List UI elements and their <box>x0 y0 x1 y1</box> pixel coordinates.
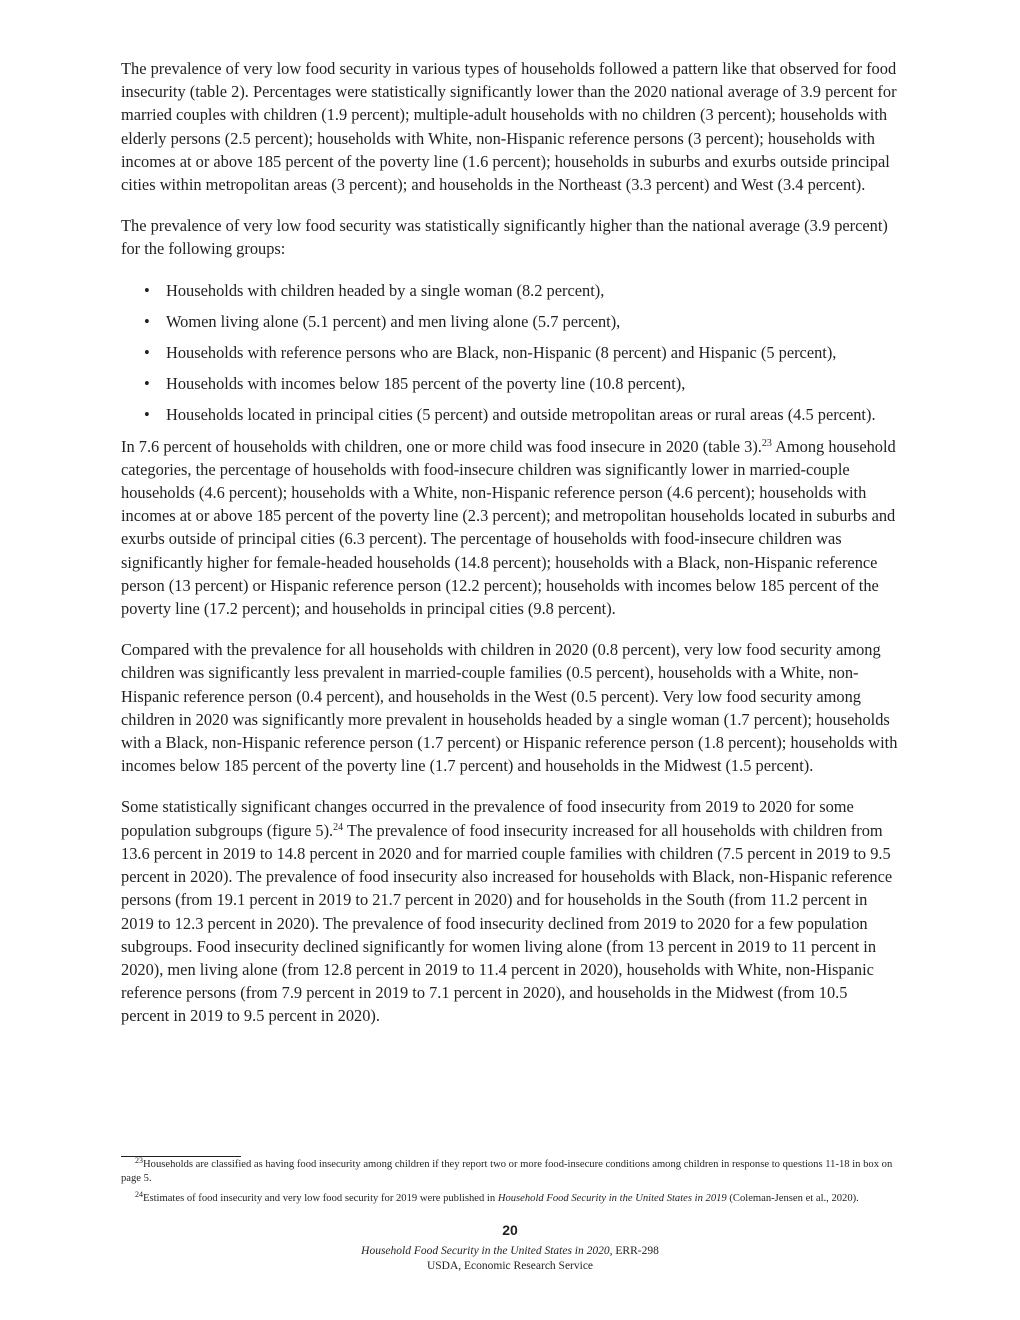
list-item <box>144 279 898 302</box>
bullet-icon: • <box>144 343 150 363</box>
report-title: Household Food Security in the United States in 2020, <box>361 1245 613 1257</box>
footnotes <box>121 1158 901 1212</box>
footnote-24: $^{24}$Estimates of food insecurity and very low food security for 2019 were published in Household Food Security in the United States in 2019 (Coleman-Jensen et al., 2020). <box>135 1190 859 1204</box>
paragraph-higher-than-average-intro: The prevalence of very low food security was statistically significantly higher than the national average (3.9 percent) for the following groups: <box>121 216 888 259</box>
body-text <box>121 57 898 1046</box>
page-number: 20 <box>502 1222 518 1238</box>
paragraph-changes-2019-2020: Some statistically significant changes occurred in the prevalence of food insecurity from 2019 to 2020 for some population subgroups (figure 5).$^{24}$ The prevalence of food insecurity increased for all households with children from 13.6 percent in 2019 to 14.8 percent in 2020 and for married couple families with children (7.5 percent in 2019 to 9.5 percent in 2020). The prevalence of food insecurity also increased for households with Black, non-Hispanic reference persons (from 19.1 percent in 2019 to 21.7 percent in 2020) and for households in the South (from 11.2 percent in 2019 to 12.3 percent in 2020). The prevalence of food insecurity declined from 2019 to 2020 for a few population subgroups. Food insecurity declined significantly for women living alone (from 13 percent in 2019 to 11 percent in 2020), men living alone (from 12.8 percent in 2019 to 11.4 percent in 2020), households with White, non-Hispanic reference persons (from 7.9 percent in 2019 to 7.1 percent in 2020), and households in the Midwest (from 10.5 percent in 2019 to 9.5 percent in 2020). <box>121 797 893 1026</box>
footnote-23: $^{23}$Households are classified as having food insecurity among children if they report two or more food-insecure conditions among children in response to questions 11-18 in box on page 5. <box>121 1156 893 1184</box>
list-item-text: Women living alone (5.1 percent) and men living alone (5.7 percent), <box>166 311 621 331</box>
report-id: ERR-298 <box>612 1245 659 1257</box>
footnote-ref-24[interactable]: 24 <box>333 821 344 833</box>
footnote-ref-23[interactable]: 23 <box>761 437 772 449</box>
agency-name: USDA, Economic Research Service <box>426 1260 594 1272</box>
cited-report-title: Household Food Security in the United States in 2019 <box>497 1193 727 1204</box>
footnote-number: 24 <box>135 1190 143 1199</box>
paragraph-food-insecure-children: In 7.6 percent of households with children, one or more child was food insecure in 2020 (table 3).$^{23}$ Among household categories, the percentage of households with food-insecure children was significantly lower in married-couple households (4.6 percent); households with a White, non-Hispanic reference person (4.6 percent); households with incomes at or above 185 percent of the poverty line (2.3 percent); and metropolitan households located in suburbs and exurbs outside of principal cities (6.3 percent). The percentage of households with food-insecure children was significantly higher for female-headed households (14.8 percent); households with a Black, non-Hispanic reference person (13 percent) or Hispanic reference person (12.2 percent); households with incomes below 185 percent of the poverty line (17.2 percent); and households in principal cities (9.8 percent). <box>121 436 896 619</box>
bullet-icon: • <box>144 311 150 331</box>
report-citation <box>0 1245 1020 1257</box>
list-item-text: Households located in principal cities (5 percent) and outside metropolitan areas or rural areas (4.5 percent). <box>166 405 876 425</box>
paragraph-very-low-food-security-pattern: The prevalence of very low food security in various types of households followed a pattern like that observed for food insecurity (table 2). Percentages were statistically significantly lower than the 2020 national average of 3.9 percent for married couples with children (1.9 percent); multiple-adult households with no children (3 percent); households with elderly persons (2.5 percent); households with White, non-Hispanic reference persons (3 percent); households with incomes at or above 185 percent of the poverty line (1.6 percent); households in suburbs and exurbs outside principal cities within metropolitan areas (3 percent); and households in the Northeast (3.3 percent) and West (3.4 percent). <box>121 59 897 195</box>
higher-prevalence-list <box>121 279 898 427</box>
list-item <box>144 372 898 395</box>
bullet-icon: • <box>144 405 150 425</box>
paragraph-very-low-food-security-children: Compared with the prevalence for all households with children in 2020 (0.8 percent), very low food security among children was significantly less prevalent in married-couple families (0.5 percent), households with a White, non-Hispanic reference person (0.4 percent), and households in the West (0.5 percent). Very low food security among children in 2020 was significantly more prevalent in households headed by a single woman (1.7 percent); households with a Black, non-Hispanic reference person (1.7 percent) or Hispanic reference person (1.8 percent); households with incomes below 185 percent of the poverty line (1.7 percent) and households in the Midwest (1.5 percent). <box>121 640 898 776</box>
list-item-text: Households with reference persons who are Black, non-Hispanic (8 percent) and Hispanic (5 percent), <box>166 343 837 363</box>
bullet-icon: • <box>144 374 150 394</box>
list-item <box>144 341 898 364</box>
footnote-number: 23 <box>135 1156 143 1165</box>
list-item-text: Households with children headed by a single woman (8.2 percent), <box>166 280 605 300</box>
list-item <box>144 310 898 333</box>
list-item <box>144 403 898 426</box>
bullet-icon: • <box>144 280 150 300</box>
list-item-text: Households with incomes below 185 percent of the poverty line (10.8 percent), <box>166 374 686 394</box>
